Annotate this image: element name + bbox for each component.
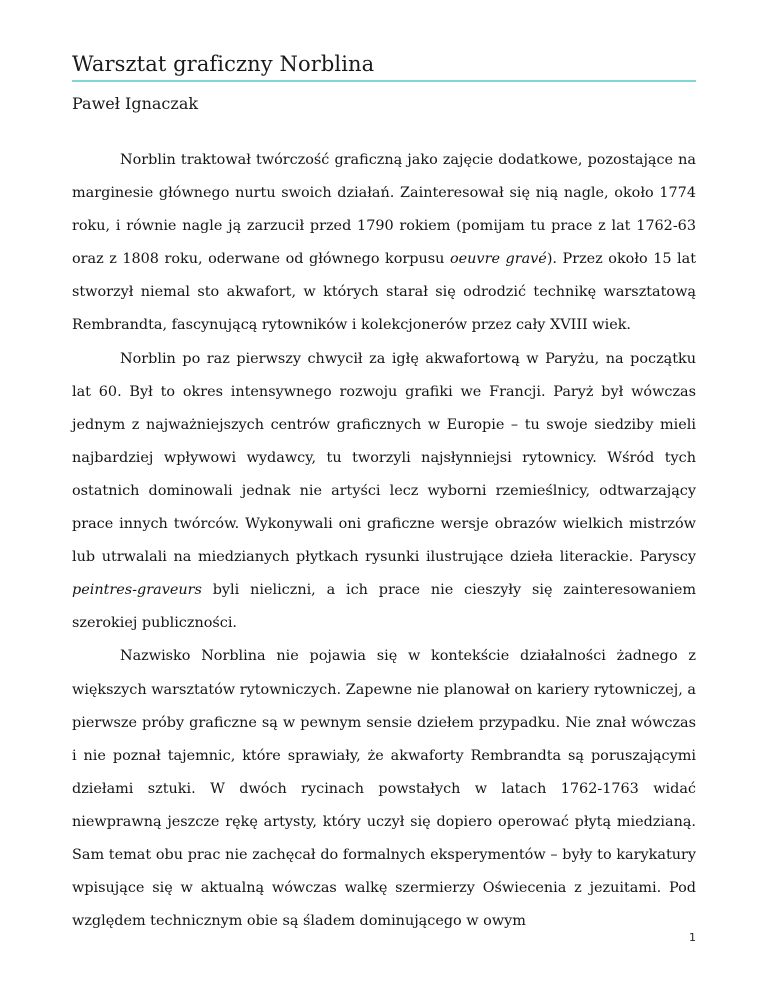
paragraph-2-text-b: byli nieliczni, a ich prace nie cieszyły się zainteresowaniem szerokiej publiczności. [72, 582, 696, 632]
title-underline [72, 80, 696, 82]
paragraph-3 [72, 640, 696, 938]
paragraph-1-text-a: Norblin traktował twórczość graficzną jako zajęcie dodatkowe, pozostające na marginesie głównego nurtu swoich działań. Zainteresował się nią nagle, około 1774 roku, i równie nagle ją zarzucił przed 1790 rokiem (pomijam tu prace z lat 1762-63 oraz z 1808 roku, oderwane od głównego korpusu [72, 152, 696, 268]
page-number: 1 [689, 931, 696, 944]
paragraph-2 [72, 343, 696, 641]
paragraph-1 [72, 144, 696, 343]
body-text [72, 144, 696, 938]
paragraph-2-text-a: Norblin po raz pierwszy chwycił za igłę akwafortową w Paryżu, na początku lat 60. Był to okres intensywnego rozwoju grafiki we Francji. Paryż był wówczas jednym z najważniejszych centrów graficznych w Europie – tu swoje siedziby mieli najbardziej wpływowi wydawcy, tu tworzyli najsłynniejsi rytownicy. Wśród tych ostatnich dominowali jednak nie artyści lecz wyborni rzemieślnicy, odtwarzający prace innych twórców. Wykonywali oni graficzne wersje obrazów wielkich mistrzów lub utrwalali na miedzianych płytkach rysunki ilustrujące dzieła literackie. Paryscy [72, 350, 696, 566]
paragraph-1-italic: oeuvre gravé [449, 251, 547, 268]
paragraph-1-text-b: ). Przez około 15 lat stworzył niemal sto akwafort, w których starał się odrodzić technikę warsztatową Rembrandta, fascynującą rytowników i kolekcjonerów przez cały XVIII wiek. [72, 251, 697, 334]
paragraph-2-italic: peintres-graveurs [72, 582, 202, 599]
document-title: Warsztat graficzny Norblina [72, 52, 375, 76]
paragraph-3-text-a: Nazwisko Norblina nie pojawia się w kontekście działalności żadnego z większych warsztatów rytowniczych. Zapewne nie planował on kariery rytowniczej, a pierwsze próby graficzne są w pewnym sensie dziełem przypadku. Nie znał wówczas i nie poznał tajemnic, które sprawiały, że akwaforty Rembrandta są poruszającymi dziełami sztuki. W dwóch rycinach powstałych w latach 1762-1763 widać niewprawną jeszcze rękę artysty, który uczył się dopiero operować płytą miedzianą. Sam temat obu prac nie zachęcał do formalnych eksperymentów – były to karykatury wpisujące się w aktualną wówczas walkę szermierzy Oświecenia z jezuitami. Pod względem technicznym obie są śladem dominującego w owym [72, 648, 696, 930]
author-name: Paweł Ignaczak [72, 94, 199, 113]
